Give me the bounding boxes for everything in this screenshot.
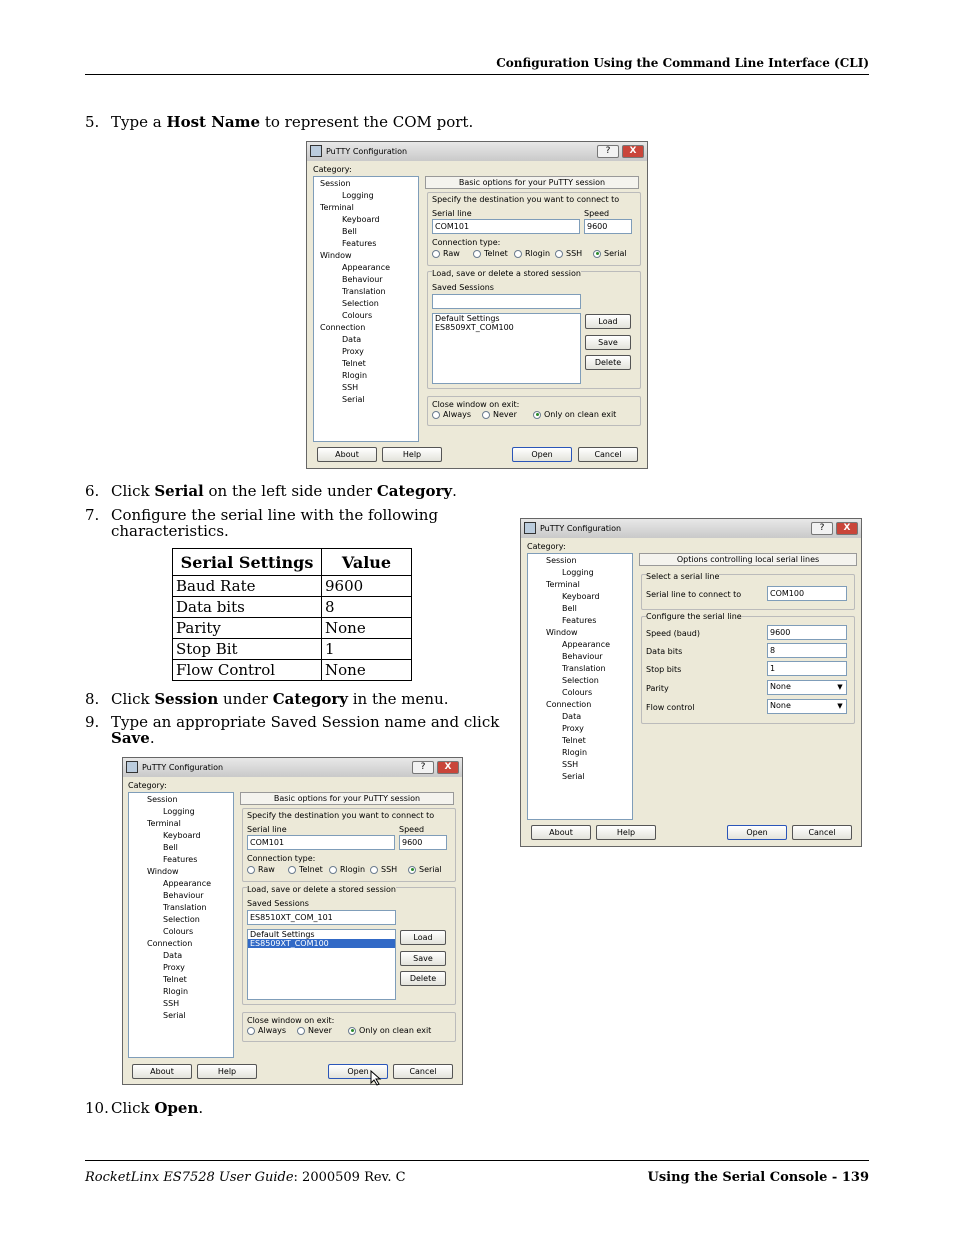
help-title-button[interactable]: ? — [412, 761, 434, 774]
tree-item-rlogin[interactable]: Rlogin — [163, 987, 189, 996]
title-bar — [521, 519, 861, 538]
serial-line-input[interactable]: COM100 — [767, 586, 847, 601]
title-bar — [123, 758, 462, 777]
tree-item-data[interactable]: Data — [562, 712, 582, 721]
saved-session-input[interactable]: ES8510XT_COM_101 — [247, 910, 396, 925]
help-button[interactable]: Help — [596, 825, 656, 840]
category-tree[interactable] — [128, 792, 234, 1058]
close-title-button[interactable]: X — [836, 522, 858, 535]
tree-item-keyboard[interactable]: Keyboard — [342, 215, 380, 224]
tree-item-logging[interactable]: Logging — [342, 191, 374, 200]
radio-telnet[interactable]: Telnet — [473, 249, 508, 258]
load-button[interactable]: Load — [400, 930, 446, 945]
help-title-button[interactable]: ? — [811, 522, 833, 535]
tree-item-terminal[interactable]: Terminal — [147, 819, 181, 828]
chevron-down-icon: ▼ — [837, 702, 843, 710]
step-8: 8. Click Session under Category in the menu. — [85, 690, 449, 708]
connection-type-label: Connection type: — [432, 238, 501, 247]
serial-line-label: Serial line — [247, 825, 287, 834]
tree-item-logging[interactable]: Logging — [562, 568, 594, 577]
footer-left: RocketLinx ES7528 User Guide: 2000509 Rev. C — [85, 1170, 406, 1185]
radio-always[interactable]: Always — [247, 1026, 286, 1035]
tree-item-session[interactable]: Session — [320, 179, 351, 188]
tree-item-keyboard[interactable]: Keyboard — [163, 831, 201, 840]
radio-serial[interactable]: Serial — [408, 865, 442, 874]
about-button[interactable]: About — [531, 825, 591, 840]
tree-item-keyboard[interactable]: Keyboard — [562, 592, 600, 601]
radio-rlogin[interactable]: Rlogin — [329, 865, 365, 874]
close-title-button[interactable]: X — [437, 761, 459, 774]
tree-item-logging[interactable]: Logging — [163, 807, 195, 816]
putty-window-session-2 — [122, 757, 463, 1085]
step-10: 10. Click Open. — [85, 1099, 204, 1117]
table-row: Data bits 8 — [173, 597, 412, 618]
tree-item-translation[interactable]: Translation — [562, 664, 606, 673]
tree-item-connection[interactable]: Connection — [147, 939, 193, 948]
tree-item-ssh[interactable]: SSH — [163, 999, 180, 1008]
tree-item-telnet[interactable]: Telnet — [562, 736, 586, 745]
load-save-label: Load, save or delete a stored session — [432, 269, 581, 278]
help-title-button[interactable]: ? — [597, 145, 619, 158]
category-tree[interactable] — [313, 176, 419, 442]
table-row: Stop Bit 1 — [173, 639, 412, 660]
table-header: Value — [322, 549, 412, 576]
flow-control-label: Flow control — [646, 703, 695, 712]
session-list[interactable] — [432, 313, 581, 384]
tree-item-translation[interactable]: Translation — [342, 287, 386, 296]
tree-item-translation[interactable]: Translation — [163, 903, 207, 912]
tree-item-window[interactable]: Window — [546, 628, 578, 637]
tree-item-bell[interactable]: Bell — [562, 604, 577, 613]
tree-item-terminal[interactable]: Terminal — [320, 203, 354, 212]
table-row: Flow Control None — [173, 660, 412, 681]
cancel-button[interactable]: Cancel — [578, 447, 638, 462]
delete-button[interactable]: Delete — [585, 355, 631, 370]
putty-icon — [524, 522, 536, 534]
footer-rule — [85, 1160, 869, 1161]
tree-item-serial[interactable]: Serial — [163, 1011, 186, 1020]
serial-line-to-label: Serial line to connect to — [646, 590, 742, 599]
window-title: PuTTY Configuration — [326, 147, 408, 156]
putty-icon — [310, 145, 322, 157]
save-button[interactable]: Save — [400, 951, 446, 966]
table-row: Parity None — [173, 618, 412, 639]
speed-baud-input[interactable]: 9600 — [767, 625, 847, 640]
radio-only-clean-exit[interactable]: Only on clean exit — [533, 410, 616, 419]
stop-bits-input[interactable]: 1 — [767, 661, 847, 676]
serial-settings-table — [172, 548, 412, 681]
tree-item-rlogin[interactable]: Rlogin — [342, 371, 368, 380]
specify-label: Specify the destination you want to connect to — [432, 195, 620, 204]
saved-session-input[interactable] — [432, 294, 581, 309]
speed-label: Speed — [399, 825, 425, 834]
list-item[interactable]: Default Settings — [250, 930, 315, 939]
panel-heading: Options controlling local serial lines — [639, 553, 857, 566]
save-button[interactable]: Save — [585, 335, 631, 350]
delete-button[interactable]: Delete — [400, 971, 446, 986]
tree-item-behaviour[interactable]: Behaviour — [562, 652, 603, 661]
tree-item-connection[interactable]: Connection — [546, 700, 592, 709]
radio-always[interactable]: Always — [432, 410, 471, 419]
category-label: Category: — [313, 165, 352, 174]
putty-window-serial — [520, 518, 862, 847]
tree-item-proxy[interactable]: Proxy — [163, 963, 185, 972]
table-header: Serial Settings — [173, 549, 322, 576]
parity-select[interactable]: None ▼ — [767, 680, 847, 695]
data-bits-label: Data bits — [646, 647, 683, 656]
category-tree[interactable] — [527, 553, 633, 820]
step-7: 7. Configure the serial line with the following characteristics. — [85, 506, 439, 540]
cancel-button[interactable]: Cancel — [393, 1064, 453, 1079]
window-title: PuTTY Configuration — [142, 763, 224, 772]
tree-item-selection[interactable]: Selection — [342, 299, 379, 308]
tree-item-appearance[interactable]: Appearance — [342, 263, 391, 272]
panel-heading: Basic options for your PuTTY session — [240, 792, 454, 805]
running-header: Configuration Using the Command Line Interface (CLI) — [496, 56, 869, 70]
speed-input[interactable]: 9600 — [584, 219, 632, 234]
radio-raw[interactable]: Raw — [247, 865, 275, 874]
configure-line-label: Configure the serial line — [646, 612, 742, 621]
open-button[interactable]: Open — [512, 447, 572, 462]
window-title: PuTTY Configuration — [540, 524, 622, 533]
panel-heading: Basic options for your PuTTY session — [425, 176, 639, 189]
tree-item-serial[interactable]: Serial — [342, 395, 365, 404]
close-title-button[interactable]: X — [622, 145, 644, 158]
radio-only-clean-exit[interactable]: Only on clean exit — [348, 1026, 431, 1035]
category-label: Category: — [128, 781, 167, 790]
select-line-label: Select a serial line — [646, 572, 720, 581]
tree-item-telnet[interactable]: Telnet — [342, 359, 366, 368]
footer-page: Using the Serial Console - 139 — [647, 1170, 869, 1185]
parity-label: Parity — [646, 684, 669, 693]
close-exit-label: Close window on exit: — [432, 400, 520, 409]
connection-type-label: Connection type: — [247, 854, 316, 863]
header-rule — [85, 74, 869, 75]
saved-sessions-label: Saved Sessions — [247, 899, 309, 908]
about-button[interactable]: About — [132, 1064, 192, 1079]
stop-bits-label: Stop bits — [646, 665, 682, 674]
tree-item-features[interactable]: Features — [163, 855, 198, 864]
title-bar — [307, 142, 647, 161]
list-item[interactable]: Default Settings — [435, 314, 500, 323]
tree-item-appearance[interactable]: Appearance — [562, 640, 611, 649]
radio-ssh[interactable]: SSH — [370, 865, 397, 874]
serial-line-input[interactable]: COM101 — [432, 219, 580, 234]
open-button[interactable]: Open — [328, 1064, 388, 1079]
tree-item-selection[interactable]: Selection — [562, 676, 599, 685]
step-5: 5. Type a Host Name to represent the COM port. — [85, 113, 474, 131]
load-button[interactable]: Load — [585, 314, 631, 329]
radio-serial[interactable]: Serial — [593, 249, 627, 258]
radio-never[interactable]: Never — [482, 410, 517, 419]
tree-item-behaviour[interactable]: Behaviour — [342, 275, 383, 284]
tree-item-proxy[interactable]: Proxy — [342, 347, 364, 356]
step-6: 6. Click Serial on the left side under Category. — [85, 482, 457, 500]
tree-item-colours[interactable]: Colours — [163, 927, 194, 936]
tree-item-rlogin[interactable]: Rlogin — [562, 748, 588, 757]
table-header-row — [173, 549, 412, 576]
tree-item-serial[interactable]: Serial — [562, 772, 585, 781]
cancel-button[interactable]: Cancel — [792, 825, 852, 840]
tree-item-ssh[interactable]: SSH — [562, 760, 579, 769]
tree-item-data[interactable]: Data — [163, 951, 183, 960]
radio-telnet[interactable]: Telnet — [288, 865, 323, 874]
tree-item-proxy[interactable]: Proxy — [562, 724, 584, 733]
tree-item-features[interactable]: Features — [562, 616, 597, 625]
radio-ssh[interactable]: SSH — [555, 249, 582, 258]
tree-item-window[interactable]: Window — [320, 251, 352, 260]
specify-label: Specify the destination you want to connect to — [247, 811, 435, 820]
speed-input[interactable]: 9600 — [399, 835, 447, 850]
load-save-label: Load, save or delete a stored session — [247, 885, 396, 894]
tree-item-bell[interactable]: Bell — [342, 227, 357, 236]
speed-label: Speed — [584, 209, 610, 218]
tree-item-appearance[interactable]: Appearance — [163, 879, 212, 888]
close-exit-label: Close window on exit: — [247, 1016, 335, 1025]
putty-icon — [126, 761, 138, 773]
radio-rlogin[interactable]: Rlogin — [514, 249, 550, 258]
about-button[interactable]: About — [317, 447, 377, 462]
help-button[interactable]: Help — [197, 1064, 257, 1079]
tree-item-connection[interactable]: Connection — [320, 323, 366, 332]
tree-item-colours[interactable]: Colours — [562, 688, 593, 697]
saved-sessions-label: Saved Sessions — [432, 283, 494, 292]
tree-item-selection[interactable]: Selection — [163, 915, 200, 924]
category-label: Category: — [527, 542, 566, 551]
tree-item-behaviour[interactable]: Behaviour — [163, 891, 204, 900]
tree-item-colours[interactable]: Colours — [342, 311, 373, 320]
list-item-selected[interactable]: ES8509XT_COM100 — [248, 939, 395, 948]
tree-item-session[interactable]: Session — [546, 556, 577, 565]
putty-window-session-1 — [306, 141, 648, 469]
serial-line-input[interactable]: COM101 — [247, 835, 395, 850]
tree-item-session[interactable]: Session — [147, 795, 178, 804]
session-list[interactable] — [247, 929, 396, 1000]
table-row: Baud Rate 9600 — [173, 576, 412, 597]
tree-item-ssh[interactable]: SSH — [342, 383, 359, 392]
flow-control-select[interactable]: None ▼ — [767, 699, 847, 714]
chevron-down-icon: ▼ — [837, 683, 843, 691]
mouse-pointer-icon — [370, 1070, 382, 1086]
list-item[interactable]: ES8509XT_COM100 — [435, 323, 514, 332]
help-button[interactable]: Help — [382, 447, 442, 462]
tree-item-window[interactable]: Window — [147, 867, 179, 876]
open-button[interactable]: Open — [727, 825, 787, 840]
tree-item-features[interactable]: Features — [342, 239, 377, 248]
tree-item-bell[interactable]: Bell — [163, 843, 178, 852]
serial-line-label: Serial line — [432, 209, 472, 218]
data-bits-input[interactable]: 8 — [767, 643, 847, 658]
radio-raw[interactable]: Raw — [432, 249, 460, 258]
speed-baud-label: Speed (baud) — [646, 629, 700, 638]
tree-item-terminal[interactable]: Terminal — [546, 580, 580, 589]
tree-item-telnet[interactable]: Telnet — [163, 975, 187, 984]
step-9: 9. Type an appropriate Saved Session name and click Save. — [85, 713, 500, 747]
tree-item-data[interactable]: Data — [342, 335, 362, 344]
radio-never[interactable]: Never — [297, 1026, 332, 1035]
